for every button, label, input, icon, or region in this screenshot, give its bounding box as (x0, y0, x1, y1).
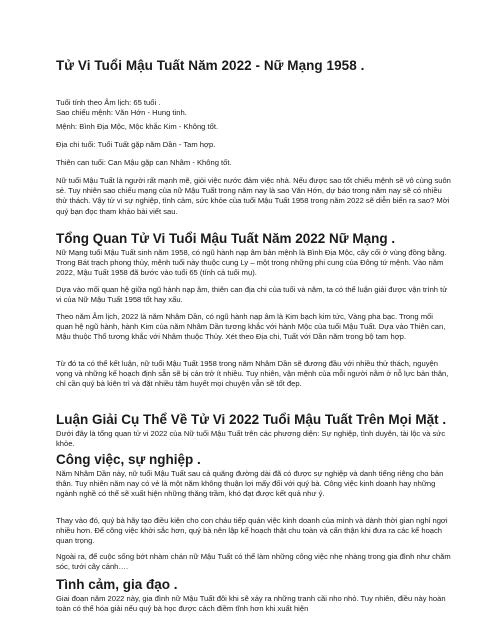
career-paragraph-1: Năm Nhâm Dần này, nữ tuổi Mậu Tuất sau cả quãng đường dài đã có được sự nghiệp và danh tiếng riêng cho bản thân. Tuy nhiên năm nay có vẻ là một năm không thuận lợi mấy đối với quý bà. Công việc kinh doanh hay những ngành nghề có thể sẽ xuất hiện những thăng trầm, khó đạt được kết quả như ý. (56, 469, 444, 499)
element-line: Mệnh: Bình Địa Mộc, Mộc khắc Kim - Không tốt. (56, 122, 219, 131)
career-paragraph-2: Thay vào đó, quý bà hãy tạo điều kiện cho con cháu tiếp quản việc kinh doanh của mình và dành thời gian nghỉ ngơi nhiều hơn. Để công việc khởi sắc hơn, quý bà nên lập kế hoạch thật chu toàn và cẩn thận khi đưa ra các kế hoạch quan trọng. (56, 516, 448, 546)
details-intro: Dưới đây là tổng quan tử vi 2022 của Nữ tuổi Mậu Tuất trên các phương diện: Sự nghiệp, tình duyên, tài lộc và sức khỏe. (56, 429, 446, 449)
overview-paragraph-1: Nữ Mạng tuổi Mậu Tuất sinh năm 1958, có ngũ hành nạp âm bản mệnh là Bình Địa Mộc, cây cối ở vùng đồng bằng. Trong Bát trạch phong thủy, mệnh tuổi này thuộc cung Ly – một trong những phi cung của Đông tứ mệnh. Vào năm 2022, Mậu Tuất 1958 đã bước vào tuổi 65 (tính cả tuổi mụ). (56, 248, 447, 278)
age-line: Tuổi tính theo Âm lịch: 65 tuổi . (56, 98, 161, 107)
overview-heading: Tổng Quan Tử Vi Tuổi Mậu Tuất Năm 2022 Nữ Mạng . (56, 231, 396, 246)
overview-paragraph-4: Từ đó ta có thể kết luận, nữ tuổi Mậu Tuất 1958 trong năm Nhâm Dần sẽ đương đầu với nhiều thử thách, nguyện vọng và những kế hoạch định sẵn sẽ bị cản trở ít nhiều. Tuy nhiên, vận mệnh của mỗi người nằm ở nỗ lực bản thân, chỉ cần quý bà kiên trì và đặt nhiều tâm huyết mọi chuyện vẫn sẽ tốt đẹp. (56, 359, 449, 389)
details-heading: Luận Giải Cụ Thể Về Tử Vi 2022 Tuổi Mậu Tuất Trên Mọi Mặt . (56, 412, 447, 427)
intro-summary: Nữ tuổi Mậu Tuất là người rất mạnh mẽ, giỏi việc nước đảm việc nhà. Nếu được sao tốt chiếu mệnh sẽ vô cùng suôn sẻ. Tuy nhiên sao chiếu mạng của nữ Mậu Tuất trong năm nay là sao Văn Hớn, dự báo trong năm nay sẽ có nhiều thử thách. Vậy tử vi sự nghiệp, tình cảm, sức khỏe của tuổi Mậu Tuất 1958 trong năm 2022 sẽ diễn biến ra sao? Mời quý bạn đọc tham khảo bài viết sau. (56, 176, 451, 216)
intro-facts (56, 98, 451, 118)
career-paragraph-3: Ngoài ra, để cuộc sống bớt nhàm chán nữ Mậu Tuất có thể làm những công việc nhẹ nhàng trong gia đình như chăm sóc, tưới cây cảnh…. (56, 552, 451, 572)
page-title: Tử Vi Tuổi Mậu Tuất Năm 2022 - Nữ Mạng 1958 . (56, 58, 365, 73)
career-heading: Công việc, sự nghiệp . (56, 452, 201, 467)
overview-paragraph-3: Theo năm Âm lịch, 2022 là năm Nhâm Dần, có ngũ hành nạp âm là Kim bạch kim tức, Vàng pha bạc. Trong mối quan hệ ngũ hành, hành Kim của năm Nhâm Dần tương khắc với hành Mộc của tuổi Mậu Tuất. Dựa vào Thiên can, Mậu thuộc Thổ tương khắc với Nhâm thuộc Thủy. Xét theo Địa chi, Tuất với Dần năm trong bộ tam hợp. (56, 312, 446, 342)
earthly-branch-line: Địa chi tuổi: Tuổi Tuất gặp năm Dần - Tam hợp. (56, 140, 216, 149)
stars-line: Sao chiếu mệnh: Văn Hớn - Hung tinh. (56, 108, 187, 118)
love-heading: Tình cảm, gia đạo . (56, 577, 178, 592)
love-paragraph-1: Giai đoạn năm 2022 này, gia đình nữ Mậu Tuất đôi khi sẽ xảy ra những tranh cãi nho nhỏ. Tuy nhiên, điều này hoàn toàn có thể hóa giải nếu quý bà học được cách điềm tĩnh hơn khi xuất hiện (56, 594, 446, 614)
heavenly-stem-line: Thiên can tuổi: Can Mậu gặp can Nhâm - Không tốt. (56, 158, 232, 167)
overview-paragraph-2: Dựa vào mối quan hệ giữa ngũ hành nạp âm, thiên can địa chi của tuổi và năm, ta có thể luận giải được vận trình tử vi của Nữ Mậu Tuất 1958 tốt hay xấu. (56, 285, 448, 305)
